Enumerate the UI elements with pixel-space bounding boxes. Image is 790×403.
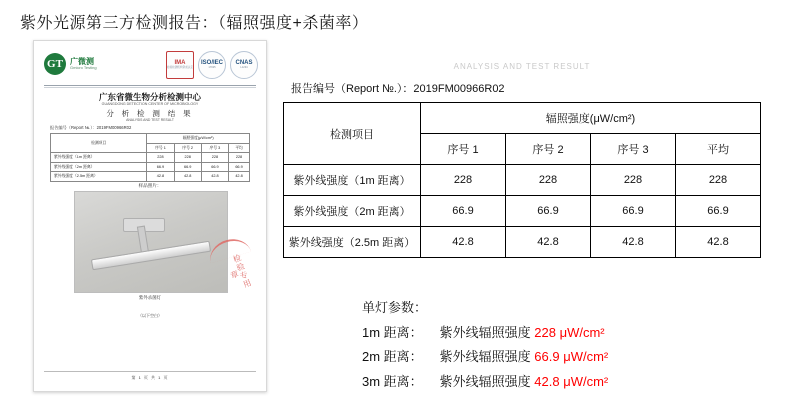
row-label-2p5m: 紫外线强度（2.5m 距离） bbox=[284, 227, 421, 258]
param-row-2m bbox=[362, 345, 608, 370]
lab-logo bbox=[44, 53, 97, 75]
footer-divider bbox=[44, 371, 256, 372]
scan-cell: 66.9 bbox=[229, 162, 250, 172]
column-header-item: 检测项目 bbox=[284, 103, 421, 165]
column-header-sample-2: 序号 2 bbox=[506, 134, 591, 165]
param-unit-3m: μW/cm² bbox=[563, 374, 609, 390]
sample-photo-caption: 样品照片： bbox=[138, 183, 162, 188]
cell-1m-average: 228 bbox=[676, 165, 761, 196]
badge-cnas-sub: L1234 bbox=[240, 66, 248, 70]
cell-2m-average: 66.9 bbox=[676, 196, 761, 227]
param-value-3m: 42.8 bbox=[534, 374, 560, 390]
badge-iso-icon bbox=[198, 51, 226, 79]
row-label-1m: 紫外线强度（1m 距离） bbox=[284, 165, 421, 196]
scan-cell: 66.9 bbox=[201, 162, 228, 172]
single-lamp-parameters bbox=[362, 296, 608, 395]
accreditation-badges bbox=[166, 51, 258, 79]
scan-cell: 66.9 bbox=[174, 162, 201, 172]
header-divider bbox=[44, 85, 256, 86]
param-label-2m: 紫外线辐照强度 bbox=[439, 349, 531, 365]
column-group-header-intensity: 辐照强度(μW/cm²) bbox=[421, 103, 761, 134]
enlarged-results-panel bbox=[283, 80, 761, 258]
scan-cell: 42.8 bbox=[174, 172, 201, 182]
row-label-2m: 紫外线强度（2m 距离） bbox=[284, 196, 421, 227]
results-table bbox=[283, 102, 761, 258]
cell-1m-sample-3: 228 bbox=[591, 165, 676, 196]
table-header-row bbox=[284, 103, 761, 134]
report-scan-header bbox=[34, 47, 266, 83]
cell-2p5m-sample-3: 42.8 bbox=[591, 227, 676, 258]
page-title: 紫外光源第三方检测报告：（辐照强度+杀菌率） bbox=[20, 15, 369, 32]
enlarged-ghost-heading: ANALYSIS AND TEST RESULT bbox=[453, 62, 591, 71]
cell-1m-sample-1: 228 bbox=[421, 165, 506, 196]
param-label-3m: 紫外线辐照强度 bbox=[439, 374, 531, 390]
report-number: 报告编号（Report №.）：2019FM00966R02 bbox=[291, 83, 505, 95]
column-header-sample-3: 序号 3 bbox=[591, 134, 676, 165]
column-header-sample-1: 序号 1 bbox=[421, 134, 506, 165]
column-header-average: 平均 bbox=[676, 134, 761, 165]
params-title: 单灯参数： bbox=[362, 300, 428, 315]
table-row bbox=[284, 227, 761, 258]
scan-row-label: 紫外线强度（2.5m 距离） bbox=[51, 172, 147, 182]
cell-2p5m-average: 42.8 bbox=[676, 227, 761, 258]
table-row bbox=[51, 162, 250, 172]
scan-cell: 228 bbox=[229, 153, 250, 163]
logo-name-cn: 广微测 bbox=[70, 56, 94, 66]
document-subtitle-en: ANALYSIS AND TEST RESULT bbox=[126, 118, 174, 122]
scan-cell: 228 bbox=[174, 153, 201, 163]
sample-photo-label: 紫外杀菌灯 bbox=[139, 295, 161, 300]
scan-row-label: 紫外线强度（1m 距离） bbox=[51, 153, 147, 163]
scan-col-3: 序号 3 bbox=[201, 143, 228, 153]
table-row bbox=[51, 153, 250, 163]
scan-cell: 228 bbox=[201, 153, 228, 163]
sample-photo bbox=[74, 191, 228, 293]
badge-cma-icon bbox=[166, 51, 194, 79]
scan-cell: 42.8 bbox=[147, 172, 174, 182]
scan-results-table bbox=[50, 133, 250, 182]
scan-cell: 66.9 bbox=[147, 162, 174, 172]
scan-cell: 42.8 bbox=[201, 172, 228, 182]
cell-2m-sample-3: 66.9 bbox=[591, 196, 676, 227]
param-value-1m: 228 bbox=[534, 324, 556, 340]
param-unit-1m: μW/cm² bbox=[559, 324, 605, 340]
badge-cnas-icon bbox=[230, 51, 258, 79]
scan-row-label: 紫外线强度（2m 距离） bbox=[51, 162, 147, 172]
scan-cell: 228 bbox=[147, 153, 174, 163]
param-value-2m: 66.9 bbox=[534, 349, 560, 365]
param-distance-1m: 1m 距离： bbox=[362, 324, 423, 340]
cell-2m-sample-1: 66.9 bbox=[421, 196, 506, 227]
param-row-3m bbox=[362, 370, 608, 395]
scan-group-header: 辐照强度(μW/cm²) bbox=[147, 134, 250, 144]
cell-2m-sample-2: 66.9 bbox=[506, 196, 591, 227]
badge-iso-label: ISO/IEC bbox=[200, 60, 223, 67]
page-footer: 第 1 页 共 1 页 bbox=[131, 375, 169, 380]
logo-name-en: Gmicro Testing bbox=[70, 65, 97, 71]
table-row bbox=[51, 172, 250, 182]
logo-mark-icon: GT bbox=[44, 53, 66, 75]
param-row-1m bbox=[362, 321, 608, 346]
param-distance-2m: 2m 距离： bbox=[362, 349, 423, 365]
uv-lamp-shape bbox=[91, 241, 211, 271]
badge-iso-sub: 17025 bbox=[208, 66, 216, 70]
param-distance-3m: 3m 距离： bbox=[362, 374, 423, 390]
lab-name-cn: 广东省微生物分析检测中心 bbox=[98, 92, 201, 102]
stamp-text: 检验专用章 bbox=[228, 252, 254, 290]
badge-cma-label: IMA bbox=[174, 60, 186, 67]
cell-2p5m-sample-2: 42.8 bbox=[506, 227, 591, 258]
scan-col-avg: 平均 bbox=[229, 143, 250, 153]
document-subtitle-cn: 分 析 检 测 结 果 bbox=[106, 109, 194, 118]
scan-col-1: 序号 1 bbox=[147, 143, 174, 153]
badge-cnas-label: CNAS bbox=[235, 60, 253, 67]
report-scan-image bbox=[33, 40, 267, 392]
param-unit-2m: μW/cm² bbox=[563, 349, 609, 365]
param-label-1m: 紫外线辐照强度 bbox=[439, 324, 531, 340]
cell-2p5m-sample-1: 42.8 bbox=[421, 227, 506, 258]
scan-row-header: 检测项目 bbox=[51, 134, 147, 153]
table-row bbox=[284, 196, 761, 227]
scan-cell: 42.8 bbox=[229, 172, 250, 182]
header-divider-secondary bbox=[44, 87, 256, 88]
scan-report-number: 报告编号（Report №.）：2019FM00966R02 bbox=[50, 125, 132, 130]
end-of-content-mark: （以下空白） bbox=[138, 313, 162, 318]
badge-cma-sub: 检验检测机构资质认定 bbox=[167, 66, 193, 70]
cell-1m-sample-2: 228 bbox=[506, 165, 591, 196]
table-row bbox=[284, 165, 761, 196]
scan-col-2: 序号 2 bbox=[174, 143, 201, 153]
lab-name-en: GUANGDONG DETECTION CENTER OF MICROBIOLOGY bbox=[101, 102, 199, 106]
